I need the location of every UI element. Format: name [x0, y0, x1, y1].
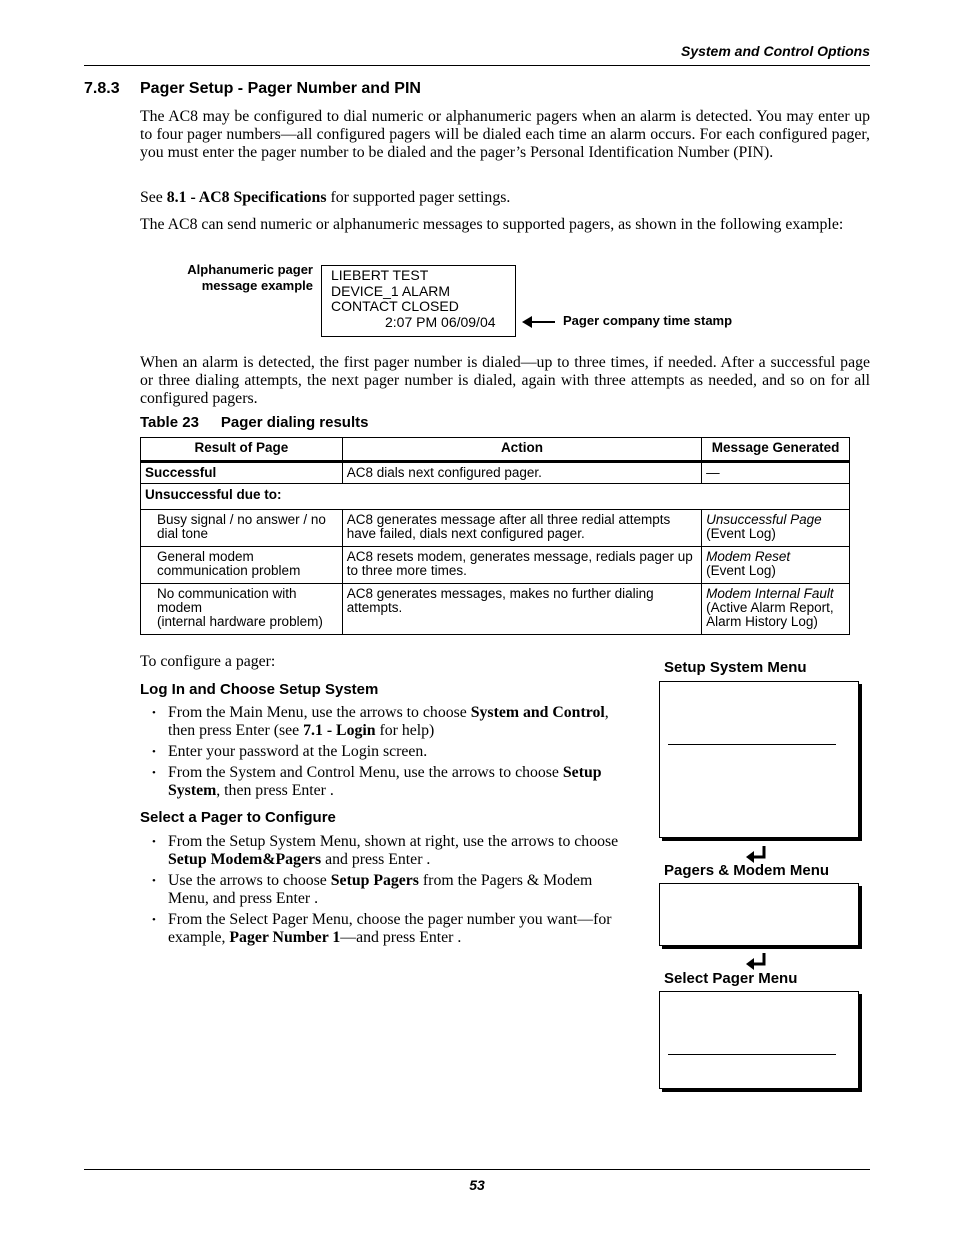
table-row: [141, 462, 850, 484]
pagers-modem-menu-label: Pagers & Modem Menu: [664, 862, 830, 879]
table-group-label: Unsuccessful due to:: [141, 484, 850, 510]
table-row: [141, 584, 850, 635]
table-cell: AC8 dials next configured pager.: [342, 462, 701, 484]
table-cell: —: [702, 462, 850, 484]
column-header: Action: [342, 438, 701, 462]
list-item: • Use the arrows to choose Setup Pagers from the Pagers & Modem Menu, and press Enter .: [152, 872, 627, 908]
page-number: 53: [469, 1177, 485, 1193]
table-row: [141, 510, 850, 547]
table-header-row: [141, 438, 850, 462]
list-item: • From the System and Control Menu, use the arrows to choose Setup System, then press Enter .: [152, 764, 637, 800]
select-pager-menu-screen: [659, 991, 859, 1089]
table-group-row: [141, 484, 850, 510]
message-line: DEVICE_1 ALARM: [331, 282, 451, 299]
table-row: [141, 547, 850, 584]
setup-system-menu-screen: [659, 681, 859, 838]
header-rule: [84, 65, 870, 66]
setup-system-menu-label: Setup System Menu: [664, 659, 807, 676]
screen-divider: [668, 1054, 836, 1055]
section-number: 7.8.3: [84, 80, 120, 97]
select-steps: [152, 833, 627, 950]
list-item: • Enter your password at the Login screen.: [152, 743, 637, 761]
time-stamp-label: Pager company time stamp: [563, 313, 733, 328]
enter-arrow-icon: [745, 952, 769, 972]
login-steps: [152, 704, 637, 803]
list-item: • From the Setup System Menu, shown at right, use the arrows to choose Setup Modem&Pagers and press Enter .: [152, 833, 627, 869]
example-label: Alphanumeric pager message example: [187, 262, 313, 293]
table-cell: AC8 generates messages, makes no further dialing attempts.: [342, 584, 701, 635]
select-heading: Select a Pager to Configure: [140, 809, 336, 826]
table-cell: Busy signal / no answer / no dial tone: [141, 510, 343, 547]
list-item: • From the Main Menu, use the arrows to choose System and Control, then press Enter (see 7.1 - Login for help): [152, 704, 637, 740]
table-cell: No communication with modem (internal hardware problem): [141, 584, 343, 635]
pagers-modem-menu-screen: [659, 883, 859, 946]
intro-paragraph-1: The AC8 may be configured to dial numeric or alphanumeric pagers when an alarm is detected. You may enter up to four pager numbers—all configured pagers will be dialed each time an alarm occurs. For each configured pager, you must enter the pager number to be dialed and the pager’s Personal Identification Number (PIN).: [140, 108, 870, 161]
list-item: • From the Select Pager Menu, choose the pager number you want—for example, Pager Number 1—and press Enter .: [152, 911, 627, 947]
table-cell: General modem communication problem: [141, 547, 343, 584]
screen-divider: [668, 744, 836, 745]
intro-paragraph-3: The AC8 can send numeric or alphanumeric messages to supported pagers, as shown in the following example:: [140, 216, 844, 233]
table-cell: AC8 resets modem, generates message, redials pager up to three more times.: [342, 547, 701, 584]
select-pager-menu-label: Select Pager Menu: [664, 970, 798, 987]
column-header: Result of Page: [141, 438, 343, 462]
configure-intro: To configure a pager:: [140, 653, 276, 670]
column-header: Message Generated: [702, 438, 850, 462]
table-caption: Table 23 Pager dialing results: [140, 414, 369, 431]
running-header: System and Control Options: [680, 43, 870, 59]
message-line: CONTACT CLOSED: [331, 298, 459, 314]
footer-rule: [84, 1169, 870, 1170]
intro-paragraph-2: See 8.1 - AC8 Specifications for supported pager settings.: [140, 189, 511, 206]
left-arrow-icon: [522, 314, 556, 330]
table-cell: Unsuccessful Page (Event Log): [702, 510, 850, 547]
table-cell: Modem Internal Fault (Active Alarm Report, Alarm History Log): [702, 584, 850, 635]
pager-message-example: [321, 265, 516, 337]
dialing-paragraph: When an alarm is detected, the first pager number is dialed—up to three times, if needed. After a successful page or three dialing attempts, the next pager number is dialed, again with three attempts as needed, and so on for all configured pagers.: [140, 354, 870, 407]
login-heading: Log In and Choose Setup System: [140, 681, 379, 698]
pager-dialing-results-table: [140, 437, 850, 635]
table-cell: AC8 generates message after all three redial attempts have failed, dials next configured pager.: [342, 510, 701, 547]
section-title: Pager Setup - Pager Number and PIN: [140, 80, 421, 97]
message-line: LIEBERT TEST: [331, 267, 429, 283]
table-cell: Modem Reset (Event Log): [702, 547, 850, 584]
message-timestamp: 2:07 PM 06/09/04: [385, 313, 496, 330]
spec-reference: 8.1 - AC8 Specifications: [166, 189, 327, 206]
table-cell: Successful: [141, 462, 343, 484]
